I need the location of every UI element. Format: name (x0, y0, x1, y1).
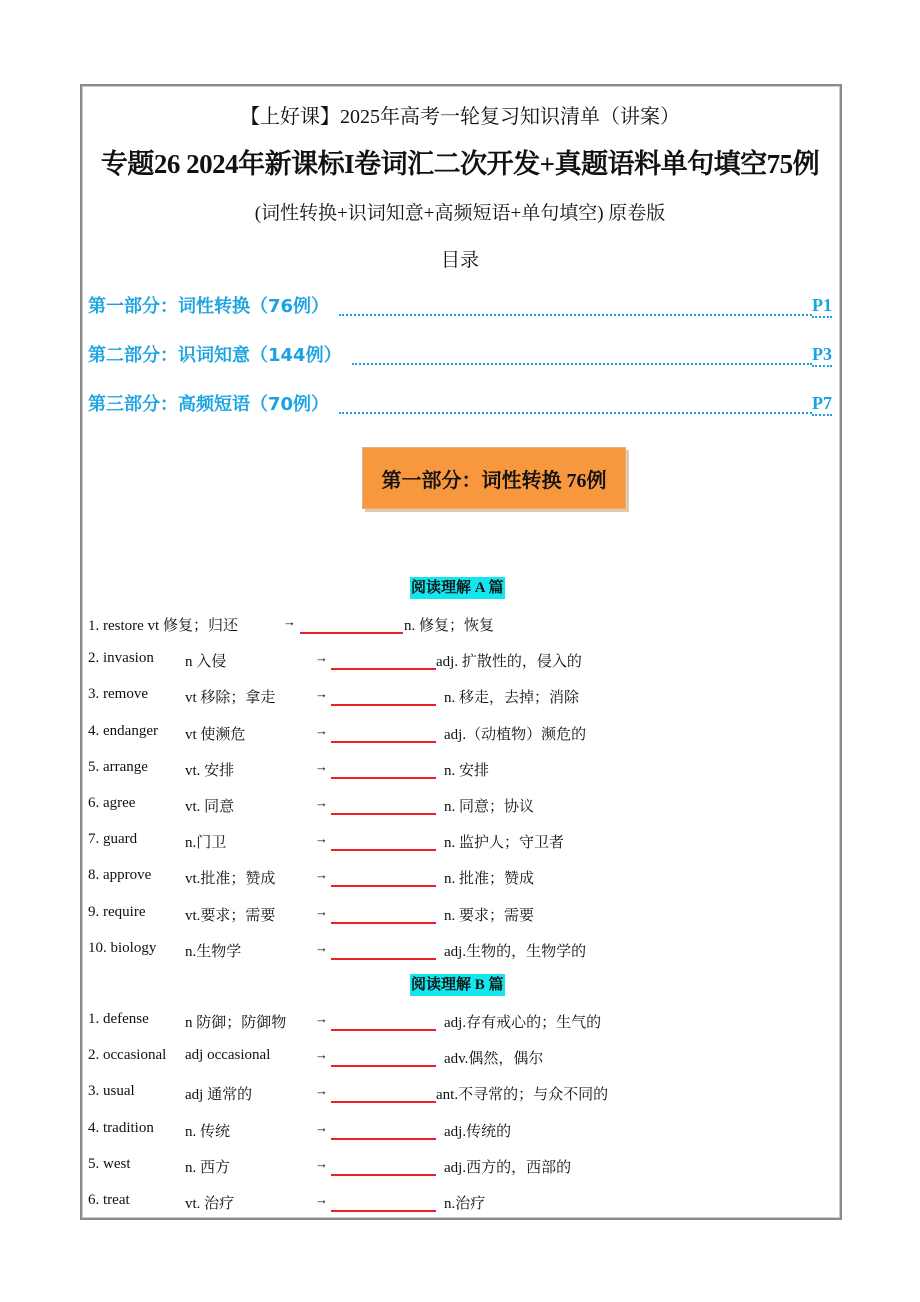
answer-blank[interactable] (331, 809, 436, 815)
source-word: 9. require (88, 903, 146, 920)
arrow-icon: → (315, 903, 328, 919)
answer-blank[interactable] (331, 1206, 436, 1212)
target-meaning: n. 移走，去掉；消除 (444, 690, 580, 707)
source-meaning: vt 移除；拿走 (185, 690, 276, 707)
answer-blank[interactable] (331, 954, 436, 960)
target-meaning: adj.（动植物）濒危的 (444, 726, 587, 743)
answer-blank[interactable] (331, 1170, 436, 1176)
source-meaning: vt 使濒危 (185, 726, 246, 743)
source-word: 8. approve (88, 867, 152, 884)
source-word: 4. endanger (88, 722, 158, 739)
source-word: 5. west (88, 1155, 131, 1172)
source-word: 7. guard (88, 831, 138, 848)
toc-label: 第二部分：识词知意（144例） (88, 345, 342, 366)
arrow-icon: → (315, 1083, 328, 1099)
target-meaning: n. 要求；需要 (444, 907, 535, 924)
source-meaning: n 入侵 (185, 654, 227, 671)
arrow-icon: → (315, 939, 328, 955)
arrow-icon: → (283, 614, 296, 629)
toc-entry-3[interactable] (88, 390, 832, 416)
answer-blank[interactable] (331, 845, 436, 851)
toc-leader (339, 412, 812, 414)
target-meaning: adj.存有戒心的；生气的 (444, 1015, 602, 1031)
target-meaning: ant.不寻常的；与众不同的 (436, 1087, 609, 1104)
answer-blank[interactable] (331, 1025, 436, 1031)
toc-page: P1 (812, 295, 832, 318)
toc-label: 第三部分：高频短语（70例） (88, 394, 330, 415)
source-word: 5. arrange (88, 758, 148, 775)
source-word: 2. invasion (88, 650, 154, 667)
source-meaning: adj occasional (185, 1047, 271, 1064)
answer-blank[interactable] (331, 664, 436, 670)
target-meaning: n. 监护人；守卫者 (444, 835, 565, 852)
source-word: 10. biology (88, 939, 157, 956)
source-meaning: n. 传统 (185, 1123, 231, 1140)
arrow-icon: → (315, 722, 328, 738)
answer-blank[interactable] (331, 881, 436, 887)
target-meaning: adv.偶然，偶尔 (444, 1051, 544, 1068)
arrow-icon: → (315, 795, 328, 810)
answer-blank[interactable] (331, 918, 436, 924)
document-subtitle: (词性转换+识词知意+高频短语+单句填空) 原卷版 (254, 203, 666, 224)
toc-entry-1[interactable] (88, 292, 832, 318)
target-meaning: adj.生物的，生物学的 (444, 943, 587, 960)
answer-blank[interactable] (300, 628, 403, 634)
source-meaning: vt. 安排 (185, 762, 235, 779)
source-word: 2. occasional (88, 1047, 167, 1064)
toc-page: P7 (812, 393, 832, 416)
arrow-icon: → (315, 1011, 328, 1026)
toc-page: P3 (812, 344, 832, 367)
source-meaning: vt.批准；赞成 (185, 871, 276, 888)
section-banner: 第一部分：词性转换 76例 (362, 447, 626, 509)
target-meaning: adj.传统的 (444, 1123, 512, 1140)
source-meaning: n. 西方 (185, 1159, 231, 1176)
toc-leader (352, 363, 812, 365)
target-meaning: adj.西方的，西部的 (444, 1159, 572, 1176)
source-word: 6. treat (88, 1192, 130, 1208)
source-meaning: vt.要求；需要 (185, 907, 276, 924)
toc-label: 第一部分：词性转换（76例） (88, 296, 330, 317)
section-heading-b: 阅读理解 B 篇 (410, 974, 505, 996)
arrow-icon: → (315, 758, 328, 774)
source-word: 4. tradition (88, 1119, 154, 1136)
answer-blank[interactable] (331, 773, 436, 779)
source-word: 1. restore vt 修复；归还 (88, 618, 238, 634)
arrow-icon: → (315, 867, 328, 883)
section-heading-a: 阅读理解 A 篇 (410, 577, 505, 599)
answer-blank[interactable] (331, 1134, 436, 1140)
arrow-icon: → (315, 1119, 328, 1135)
source-meaning: n.门卫 (185, 835, 227, 852)
source-word: 3. usual (88, 1083, 135, 1100)
answer-blank[interactable] (331, 737, 436, 743)
arrow-icon: → (315, 1047, 328, 1063)
target-meaning: n. 修复；恢复 (404, 618, 495, 634)
toc-heading: 目录 (440, 250, 479, 271)
toc-leader (339, 314, 812, 316)
answer-blank[interactable] (331, 1097, 436, 1103)
arrow-icon: → (315, 1155, 328, 1171)
target-meaning: n. 批准；赞成 (444, 871, 535, 888)
source-meaning: adj 通常的 (185, 1087, 253, 1104)
answer-blank[interactable] (331, 1061, 436, 1067)
target-meaning: adj. 扩散性的，侵入的 (436, 654, 582, 671)
arrow-icon: → (315, 1192, 328, 1207)
target-meaning: n.治疗 (444, 1196, 486, 1212)
source-word: 6. agree (88, 795, 136, 811)
series-title: 【上好课】2025年高考一轮复习知识清单（讲案） (240, 106, 680, 128)
source-meaning: n.生物学 (185, 943, 242, 960)
arrow-icon: → (315, 831, 328, 847)
target-meaning: n. 安排 (444, 762, 490, 779)
document-title: 专题26 2024年新课标I卷词汇二次开发+真题语料单句填空75例 (100, 149, 820, 179)
source-word: 3. remove (88, 686, 148, 703)
arrow-icon: → (315, 686, 328, 702)
source-word: 1. defense (88, 1011, 149, 1027)
source-meaning: n 防御；防御物 (185, 1015, 287, 1031)
toc-entry-2[interactable] (88, 341, 832, 367)
source-meaning: vt. 治疗 (185, 1196, 235, 1212)
arrow-icon: → (315, 650, 328, 666)
source-meaning: vt. 同意 (185, 799, 235, 815)
answer-blank[interactable] (331, 700, 436, 706)
target-meaning: n. 同意；协议 (444, 799, 535, 815)
